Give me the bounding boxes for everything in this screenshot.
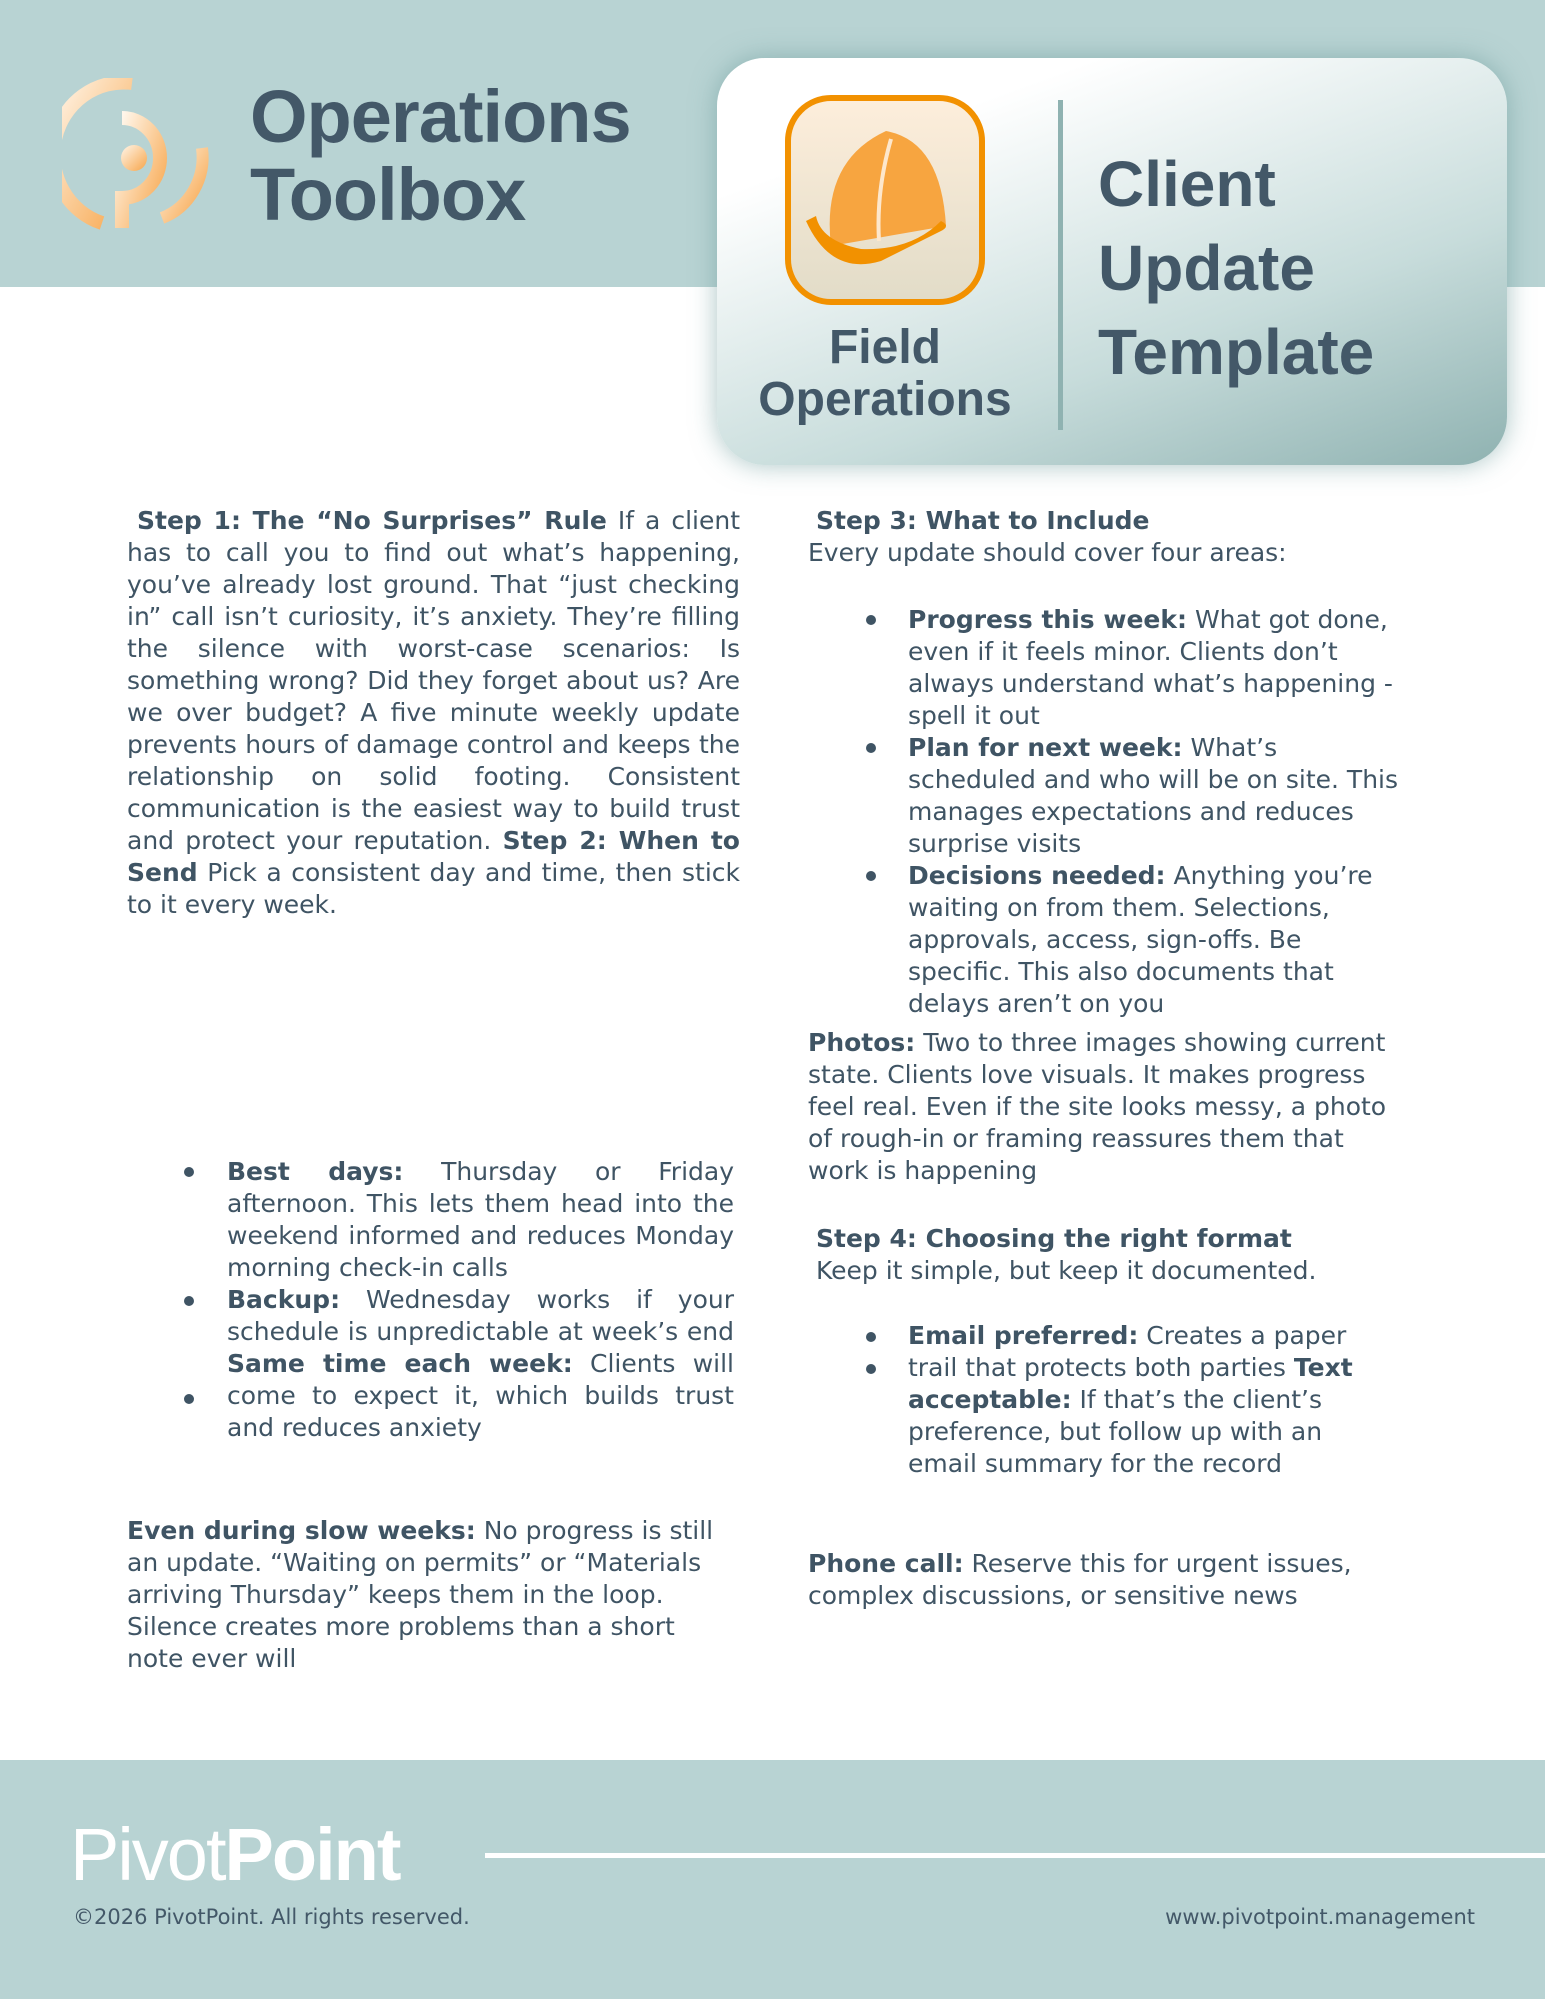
item-text: What’s scheduled and who will be on site. This manages expectations and reduces surprise visits <box>908 733 1399 858</box>
bullet-icon <box>866 743 876 753</box>
bullet-text: If that’s the client’s preference, but follow up with an email summary for the record <box>908 1385 1323 1478</box>
bullet-icon <box>184 1394 194 1404</box>
step4-heading: Step 4: Choosing the right format <box>816 1224 1292 1253</box>
step2-body: Pick a consistent day and time, then stick to it every week. <box>127 858 740 919</box>
step3-heading: Step 3: What to Include <box>816 506 1150 535</box>
bullet-icon <box>866 615 876 625</box>
document-title <box>1098 142 1374 394</box>
bullet-icon <box>184 1167 194 1177</box>
bullet-text: Wednesday works if your schedule is unpredictable at week’s end <box>227 1285 734 1346</box>
category-label <box>740 322 1030 426</box>
step1-body: If a client has to call you to find out what’s happening, you’ve already lost ground. That “just checking in” call isn’t curiosity, it’s anxiety. They’re filling the silence with worst-case scenarios: Is something wrong? Did they forget about us? Are we over budget? A five minute weekly update prevents hours of damage control and keeps the relationship on solid footing. Consistent communication is the easiest way to build trust and protect your reputation. <box>127 506 741 855</box>
brand-bold: Point <box>224 1813 400 1896</box>
step1-heading: Step 1: The “No Surprises” Rule <box>137 506 607 535</box>
step4-subtitle: Keep it simple, but keep it documented. <box>816 1256 1317 1285</box>
list-item <box>866 732 1406 860</box>
slow-weeks-label: Even during slow weeks: <box>127 1516 476 1545</box>
list-item <box>866 860 1406 1020</box>
bullet-icon <box>866 871 876 881</box>
bullet-text: Creates a paper trail that protects both parties <box>908 1321 1347 1382</box>
bullet-text: Thursday or Friday afternoon. This lets them head into the weekend informed and reduces Monday morning check-in calls <box>227 1157 735 1282</box>
title-line: Update <box>1098 232 1315 304</box>
item-label: Decisions needed: <box>908 861 1166 890</box>
brand-line: Operations <box>250 75 631 158</box>
bullet-icon <box>184 1296 194 1306</box>
category-line: Operations <box>758 373 1012 426</box>
format-bullets <box>908 1320 1388 1480</box>
bullet-label: Text acceptable: <box>908 1353 1353 1414</box>
category-line: Field <box>828 321 941 374</box>
photos-paragraph <box>808 1027 1408 1187</box>
step1-paragraph <box>127 505 740 921</box>
bullet-label: Best days: <box>227 1157 404 1186</box>
send-bullets <box>227 1156 734 1444</box>
bullet-label: Email preferred: <box>908 1321 1139 1350</box>
photos-label: Photos: <box>808 1028 916 1057</box>
slow-weeks-paragraph <box>127 1515 727 1675</box>
list-item <box>866 604 1406 732</box>
footer-rule <box>485 1853 1545 1858</box>
item-label: Plan for next week: <box>908 733 1183 762</box>
bullet-icon <box>866 1332 876 1342</box>
step4-section <box>808 1223 1408 1287</box>
step2-heading: Step 2: When to Send <box>127 826 740 887</box>
include-list <box>866 604 1406 1020</box>
bullet-text: Clients will come to expect it, which builds trust and reduces anxiety <box>227 1349 734 1442</box>
brand-line: Toolbox <box>250 153 526 236</box>
divider <box>1058 100 1063 430</box>
step3-section <box>808 505 1408 569</box>
item-text: Anything you’re waiting on from them. Selections, approvals, access, sign-offs. Be specific. This also documents that delays aren’t on you <box>908 861 1373 1018</box>
website-link[interactable]: www.pivotpoint.management <box>1165 1905 1475 1929</box>
hard-hat-icon <box>785 95 985 305</box>
copyright: ©2026 PivotPoint. All rights reserved. <box>73 1905 470 1929</box>
title-line: Client <box>1098 148 1276 220</box>
bullet-icon <box>866 1364 876 1374</box>
pivotpoint-logo-icon <box>62 78 212 233</box>
step3-subtitle: Every update should cover four areas: <box>808 538 1287 567</box>
toolbox-title <box>250 75 631 236</box>
item-label: Progress this week: <box>908 605 1188 634</box>
footer-logo <box>70 1812 399 1897</box>
bullet-label: Backup: <box>227 1285 341 1314</box>
phone-label: Phone call: <box>808 1549 964 1578</box>
bullet-label: Same time each week: <box>227 1349 573 1378</box>
title-line: Template <box>1098 316 1375 388</box>
slow-weeks-text: No progress is still an update. “Waiting on permits” or “Materials arriving Thursday” keeps them in the loop. Silence creates more problems than a short note ever will <box>127 1516 714 1673</box>
item-text: What got done, even if it feels minor. Clients don’t always understand what’s happening - spell it out <box>908 605 1393 730</box>
photos-text: Two to three images showing current state. Clients love visuals. It makes progress feel real. Even if the site looks messy, a photo of rough-in or framing reassures them that work is happening <box>808 1028 1387 1185</box>
brand-light: Pivot <box>70 1813 225 1896</box>
phone-paragraph <box>808 1548 1408 1612</box>
phone-text: Reserve this for urgent issues, complex discussions, or sensitive news <box>808 1549 1352 1610</box>
